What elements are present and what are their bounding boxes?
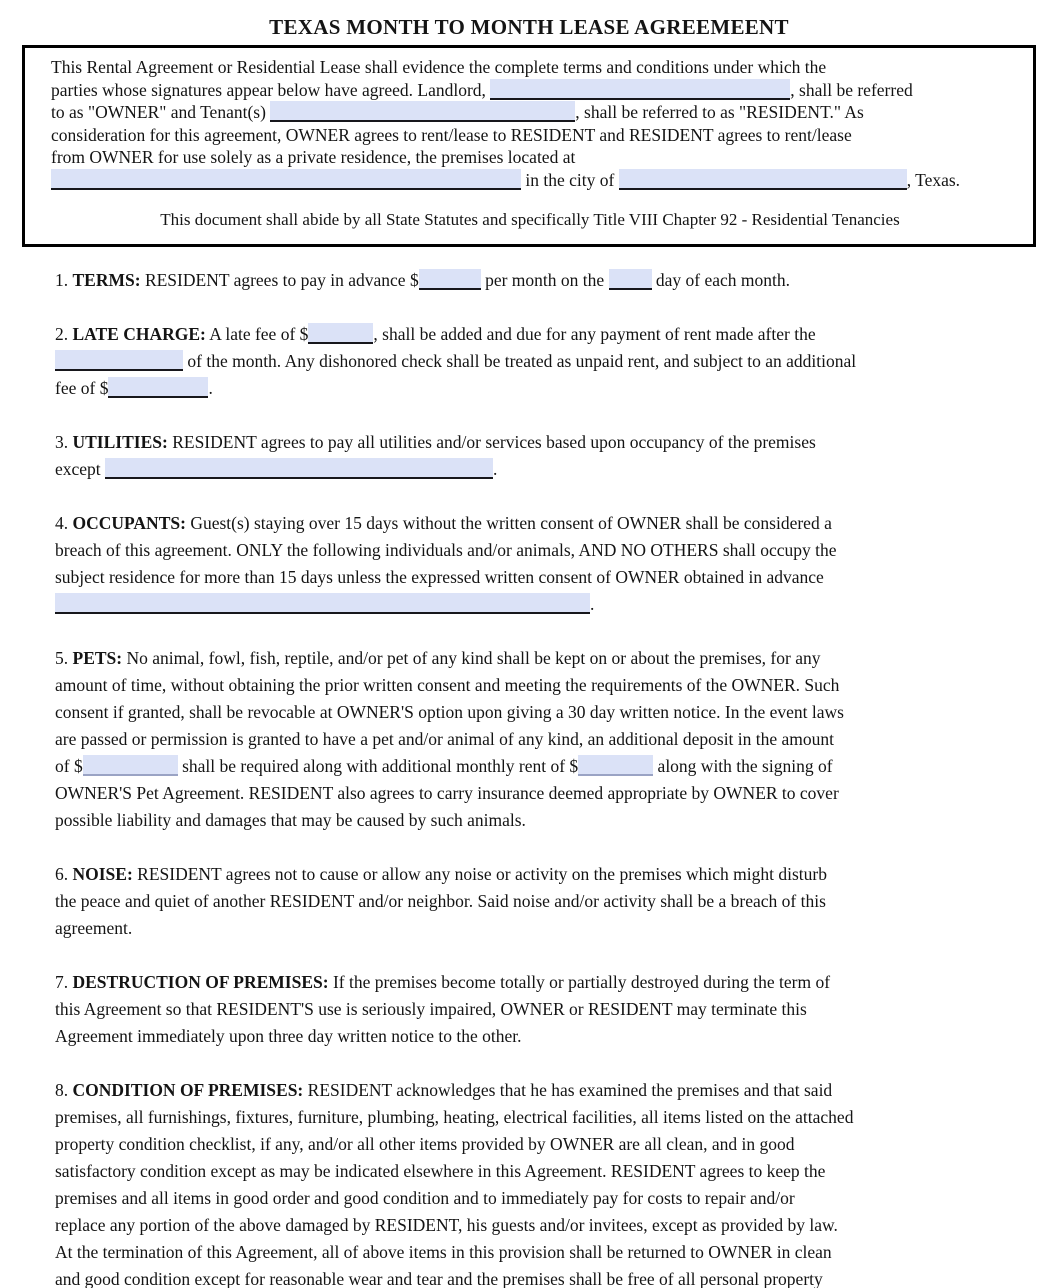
document-title: TEXAS MONTH TO MONTH LEASE AGREEMEENT bbox=[269, 15, 789, 39]
section-condition-of-premises bbox=[55, 1077, 1008, 1288]
section-pets bbox=[55, 645, 1008, 834]
text-line: 2. LATE CHARGE: A late fee of $ , shall be added and due for any payment of rent made after the bbox=[55, 324, 816, 344]
blank-field[interactable] bbox=[55, 350, 183, 371]
section-heading: NOISE: bbox=[72, 864, 133, 884]
text-line: 6. NOISE: RESIDENT agrees not to cause or allow any noise or activity on the premises which might disturb bbox=[55, 864, 827, 884]
blank-field[interactable] bbox=[490, 79, 790, 100]
text-line: in the city of , Texas. bbox=[51, 169, 1009, 192]
text-line: . bbox=[55, 591, 1008, 618]
text-line: At the termination of this Agreement, all of above items in this provision shall be returned to OWNER in clean bbox=[55, 1242, 832, 1262]
text-line: breach of this agreement. ONLY the following individuals and/or animals, AND NO OTHERS shall occupy the bbox=[55, 540, 837, 560]
blank-field[interactable] bbox=[419, 269, 481, 290]
text-line: consideration for this agreement, OWNER agrees to rent/lease to RESIDENT and RESIDENT agrees to rent/lease bbox=[51, 124, 852, 145]
blank-field[interactable] bbox=[270, 101, 575, 122]
text-line: 1. TERMS: RESIDENT agrees to pay in advance $ per month on the day of each month. bbox=[55, 270, 791, 290]
text-line: this Agreement so that RESIDENT'S use is seriously impaired, OWNER or RESIDENT may terminate this bbox=[55, 999, 807, 1019]
section-heading: UTILITIES: bbox=[72, 432, 168, 452]
intro-box bbox=[22, 45, 1036, 247]
text-line: 7. DESTRUCTION OF PREMISES: If the premises become totally or partially destroyed during the term of bbox=[55, 972, 831, 992]
intro-paragraph bbox=[51, 56, 1009, 191]
text-line: 5. PETS: No animal, fowl, fish, reptile, and/or pet of any kind shall be kept on or about the premises, for any bbox=[55, 648, 821, 668]
text-line: except . bbox=[55, 459, 498, 479]
section-late-charge bbox=[55, 321, 1008, 402]
section-destruction-of-premises bbox=[55, 969, 1008, 1050]
blank-field[interactable] bbox=[105, 458, 493, 479]
section-heading: CONDITION OF PREMISES: bbox=[72, 1080, 304, 1100]
text-line: premises and all items in good order and good condition and to immediately pay for costs to repair and/or bbox=[55, 1188, 795, 1208]
section-terms bbox=[55, 267, 1008, 294]
section-utilities bbox=[55, 429, 1008, 483]
section-heading: PETS: bbox=[72, 648, 123, 668]
section-heading: OCCUPANTS: bbox=[72, 513, 186, 533]
text-line: This Rental Agreement or Residential Lease shall evidence the complete terms and conditions under which the bbox=[51, 57, 827, 77]
text-line: to as "OWNER" and Tenant(s) , shall be referred to as "RESIDENT." As bbox=[51, 102, 864, 122]
text-line: and good condition except for reasonable wear and tear and the premises shall be free of all personal property bbox=[55, 1269, 823, 1288]
blank-field[interactable] bbox=[51, 169, 521, 190]
section-noise bbox=[55, 861, 1008, 942]
blank-field[interactable] bbox=[619, 169, 907, 190]
blank-field[interactable] bbox=[609, 269, 652, 290]
sections bbox=[55, 267, 1008, 1288]
text-line: possible liability and damages that may be caused by such animals. bbox=[55, 810, 526, 830]
text-line: 3. UTILITIES: RESIDENT agrees to pay all utilities and/or services based upon occupancy of the premises bbox=[55, 432, 816, 452]
text-line: amount of time, without obtaining the prior written consent and meeting the requirements of the OWNER. Such bbox=[55, 675, 840, 695]
section-heading: LATE CHARGE: bbox=[72, 324, 206, 344]
text-line: fee of $ . bbox=[55, 378, 213, 398]
text-line: the peace and quiet of another RESIDENT and/or neighbor. Said noise and/or activity shall be a breach of this bbox=[55, 891, 826, 911]
section-occupants bbox=[55, 510, 1008, 618]
text-line: 8. CONDITION OF PREMISES: RESIDENT acknowledges that he has examined the premises and that said bbox=[55, 1080, 833, 1100]
text-line: of $ shall be required along with additional monthly rent of $ along with the signing of bbox=[55, 756, 833, 776]
text-line: from OWNER for use solely as a private residence, the premises located at bbox=[51, 147, 576, 167]
text-line: satisfactory condition except as may be indicated elsewhere in this Agreement. RESIDENT agrees to keep the bbox=[55, 1161, 826, 1181]
text-line: property condition checklist, if any, and/or all other items provided by OWNER are all clean, and in good bbox=[55, 1134, 795, 1154]
text-line: parties whose signatures appear below have agreed. Landlord, , shall be referred bbox=[51, 79, 913, 100]
section-heading: TERMS: bbox=[72, 270, 141, 290]
text-line: premises, all furnishings, fixtures, furniture, plumbing, heating, electrical facilities, all items listed on the attached bbox=[55, 1107, 854, 1127]
text-line: Agreement immediately upon three day written notice to the other. bbox=[55, 1026, 522, 1046]
text-line: 4. OCCUPANTS: Guest(s) staying over 15 days without the written consent of OWNER shall be considered a bbox=[55, 513, 832, 533]
statute-line: This document shall abide by all State Statutes and specifically Title VIII Chapter 92 - Residential Tenancies bbox=[160, 210, 900, 229]
blank-field[interactable] bbox=[83, 755, 178, 776]
text-line: are passed or permission is granted to have a pet and/or animal of any kind, an additional deposit in the amount bbox=[55, 729, 835, 749]
text-line: subject residence for more than 15 days unless the expressed written consent of OWNER obtained in advance bbox=[55, 567, 824, 587]
blank-field[interactable] bbox=[308, 323, 373, 344]
text-line: replace any portion of the above damaged by RESIDENT, his guests and/or invitees, except as provided by law. bbox=[55, 1215, 838, 1235]
section-heading: DESTRUCTION OF PREMISES: bbox=[72, 972, 329, 992]
blank-field[interactable] bbox=[108, 377, 208, 398]
text-line: consent if granted, shall be revocable at OWNER'S option upon giving a 30 day written notice. In the event laws bbox=[55, 702, 844, 722]
text-line: of the month. Any dishonored check shall be treated as unpaid rent, and subject to an additional bbox=[55, 348, 1008, 375]
text-line: agreement. bbox=[55, 918, 133, 938]
blank-field[interactable] bbox=[55, 593, 590, 614]
text-line: OWNER'S Pet Agreement. RESIDENT also agrees to carry insurance deemed appropriate by OWNER to cover bbox=[55, 783, 839, 803]
blank-field[interactable] bbox=[578, 755, 653, 776]
